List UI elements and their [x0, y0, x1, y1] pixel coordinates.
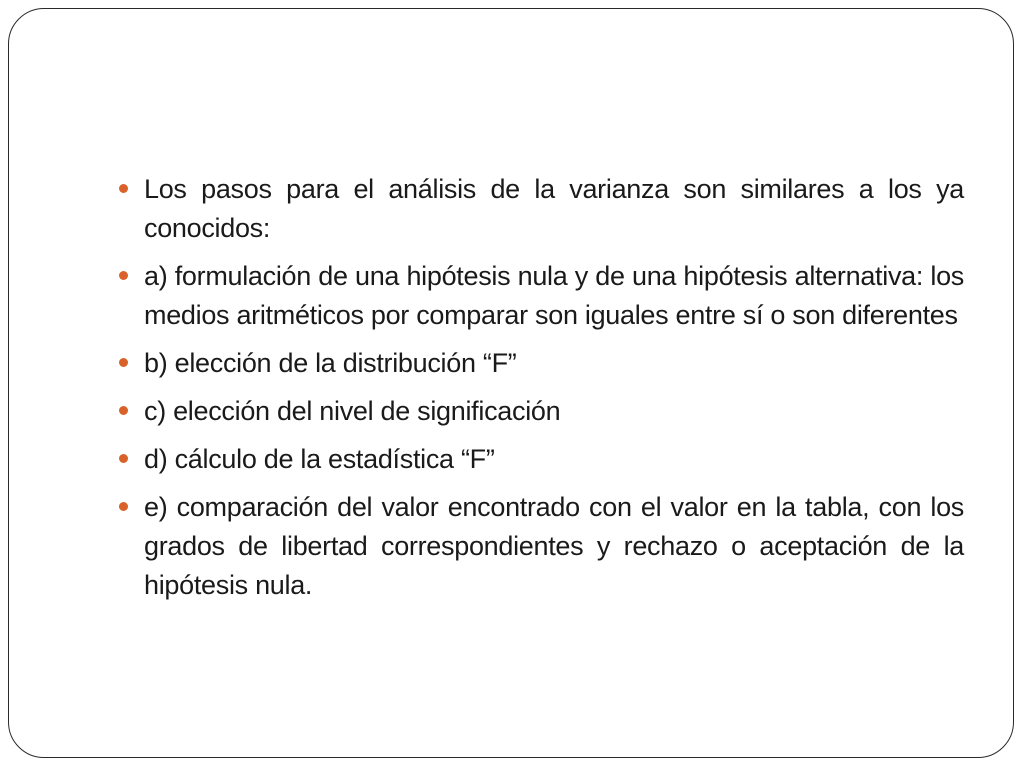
bullet-dot-icon — [119, 271, 128, 280]
bullet-text: a) formulación de una hipótesis nula y de una hipótesis alternativa: los medios aritméticos por comparar son iguales entre sí o son diferentes — [144, 261, 964, 330]
bullet-text: d) cálculo de la estadística “F” — [144, 444, 495, 474]
bullet-text: Los pasos para el análisis de la varianza son similares a los ya conocidos: — [144, 174, 964, 243]
bullet-dot-icon — [119, 454, 128, 463]
bullet-text: e) comparación del valor encontrado con el valor en la tabla, con los grados de libertad correspondientes y rechazo o aceptación de la hipótesis nula. — [144, 492, 964, 600]
bullet-dot-icon — [119, 358, 128, 367]
bullet-list — [118, 170, 964, 614]
bullet-item-d — [118, 440, 964, 479]
bullet-item-e — [118, 488, 964, 605]
bullet-item-intro — [118, 170, 964, 248]
bullet-text: c) elección del nivel de significación — [144, 396, 561, 426]
bullet-dot-icon — [119, 502, 128, 511]
bullet-item-b — [118, 344, 964, 383]
bullet-dot-icon — [119, 184, 128, 193]
bullet-item-a — [118, 257, 964, 335]
bullet-dot-icon — [119, 406, 128, 415]
bullet-item-c — [118, 392, 964, 431]
bullet-text: b) elección de la distribución “F” — [144, 348, 517, 378]
